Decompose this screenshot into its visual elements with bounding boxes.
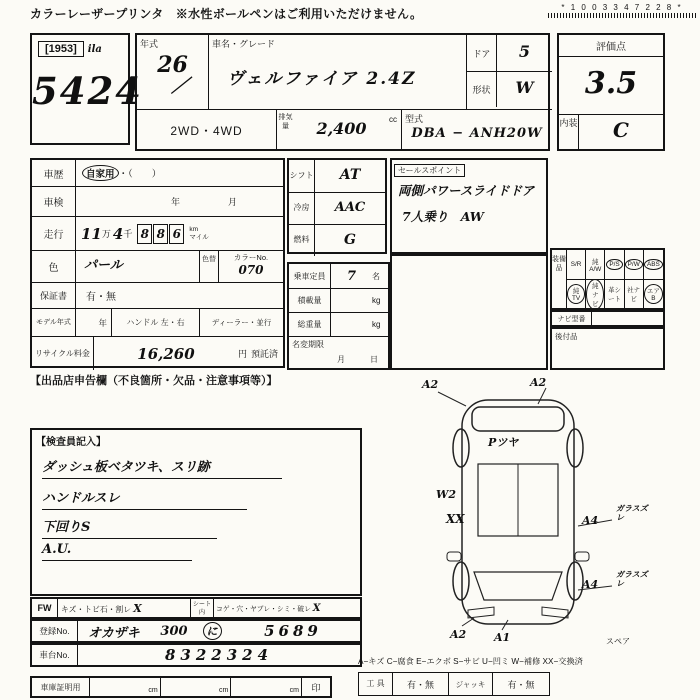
mileage-man-unit: 万 xyxy=(101,229,111,239)
warranty-label: 保証書 xyxy=(32,283,76,308)
spare-label: スペア xyxy=(606,637,630,646)
model-cell xyxy=(402,110,552,151)
jack-label: ジャッキ xyxy=(449,673,493,695)
model-year-label: モデル年式 xyxy=(32,309,76,336)
damage-mark: A4 xyxy=(582,514,599,527)
addon-box xyxy=(550,327,665,370)
lot-box xyxy=(30,33,143,145)
capacity-row xyxy=(289,264,388,288)
door-label: ドア xyxy=(467,35,497,71)
garage-cm-cell xyxy=(161,678,232,696)
printer-notice: カラーレーザープリンタ ※水性ボールペンはご利用いただけません。 xyxy=(30,7,423,21)
displacement-cell xyxy=(277,110,402,151)
model-label: 型式 xyxy=(405,114,424,124)
mileage-row xyxy=(32,216,283,250)
equipment-item-circled: 純ナビ xyxy=(586,279,604,308)
recycle-label: リサイクル料金 xyxy=(32,337,94,370)
ac-label: 冷房 xyxy=(289,193,315,224)
shaken-label: 車検 xyxy=(32,187,76,216)
equipment-item: S/R xyxy=(570,261,582,268)
auction-code-suffix: ila xyxy=(87,43,102,55)
history-rest: ・（ ） xyxy=(118,169,162,180)
damage-mark: XX xyxy=(446,512,465,526)
load-unit: kg xyxy=(372,296,381,305)
sales-point-line1: 両側パワースライドドア xyxy=(398,183,535,198)
damage-diagram xyxy=(362,376,664,652)
blank-box xyxy=(390,254,548,370)
car-wheel xyxy=(567,429,583,467)
damage-mark: A1 xyxy=(494,631,511,644)
equipment-label: 装備品 xyxy=(552,250,567,308)
inspector-note: 下回りS xyxy=(42,516,217,539)
navi-model-row xyxy=(550,310,665,327)
mileage-digit: 6 xyxy=(169,224,184,244)
drive-value: 2WD・4WD xyxy=(137,110,277,151)
capacity-label: 乗車定員 xyxy=(289,264,331,288)
fw-value: キズ・トビ石・割レ xyxy=(61,604,132,614)
load-row xyxy=(289,288,388,312)
fw-mark: X xyxy=(133,601,142,615)
registration-number: 5689 xyxy=(264,622,322,640)
leader-line xyxy=(502,620,508,630)
inspector-title: 【検査員記入】 xyxy=(36,437,106,448)
recycle-row xyxy=(32,336,283,370)
rename-month-unit: 月 xyxy=(337,355,345,364)
car-headlight-left xyxy=(468,607,494,618)
displacement-label: 排気量 xyxy=(278,114,293,131)
damage-mark: W2 xyxy=(436,488,457,501)
navi-model-label: ナビ型番 xyxy=(552,312,592,325)
equipment-item-circled: ABS xyxy=(644,259,663,270)
handle-value: ハンドル 左・右 xyxy=(112,309,200,336)
shaken-year-unit: 年 xyxy=(171,197,181,207)
fw-label: FW xyxy=(32,599,58,617)
sales-point-label: セールスポイント xyxy=(394,164,465,177)
model-year-unit: 年 xyxy=(76,309,112,336)
inspector-note: A.U. xyxy=(42,542,192,561)
dealer-value: ディーラー・並行 xyxy=(211,318,272,327)
garage-cm-cell xyxy=(90,678,161,696)
recycle-status: 預託済 xyxy=(250,349,278,359)
tools-row xyxy=(358,672,550,696)
inspector-box xyxy=(30,428,362,596)
damage-mark: A2 xyxy=(422,378,439,391)
history-label: 車歴 xyxy=(32,160,76,186)
shaken-month-unit: 月 xyxy=(228,197,238,207)
equipment-box xyxy=(550,248,665,310)
chassis-label: 車台No. xyxy=(32,645,78,665)
garage-cm-unit: cm xyxy=(289,687,300,694)
registration-row xyxy=(30,619,362,643)
rename-day-unit: 日 xyxy=(370,355,378,364)
equipment-item-circled: 純TV xyxy=(567,284,585,304)
equipment-item-circled: エアB xyxy=(644,284,663,304)
capacity-table xyxy=(287,262,390,370)
color-row xyxy=(32,250,283,282)
recycle-yen: 円 xyxy=(237,349,247,359)
registration-class: 300 xyxy=(160,623,188,639)
shift-label: シフト xyxy=(289,160,315,192)
name-value: ヴェルファイア 2.4Z xyxy=(227,69,417,89)
door-value: 5 xyxy=(518,42,531,61)
score-label: 評価点 xyxy=(559,35,663,57)
garage-cm-unit: cm xyxy=(219,687,229,694)
car-wheel xyxy=(567,562,583,600)
shift-row xyxy=(289,160,385,192)
car-mirror-left xyxy=(447,552,461,561)
seat-mark: X xyxy=(312,602,321,614)
fuel-value: G xyxy=(344,232,356,248)
rename-row xyxy=(289,336,388,368)
jack-value: 有・無 xyxy=(507,679,535,690)
seat-label: シート内 xyxy=(190,599,214,617)
weight-row xyxy=(289,312,388,336)
shape-label: 形状 xyxy=(467,72,497,107)
vehicle-info-table xyxy=(135,33,550,151)
equipment-item: 純A/W xyxy=(589,258,602,273)
damage-legend: A−キズ C−腐食 E−エクボ S−サビ U−凹ミ W−補修 XX−交換済 xyxy=(358,657,583,666)
mileage-units xyxy=(189,226,208,241)
damage-mark: A4 xyxy=(582,578,599,591)
score-box xyxy=(557,33,665,151)
registration-kana: に xyxy=(203,622,222,640)
garage-cm-cell xyxy=(231,678,302,696)
barcode-text: * 1 0 0 3 3 4 7 2 2 8 * xyxy=(561,3,683,12)
door-shape-cell xyxy=(467,35,552,109)
car-rear-window xyxy=(472,407,564,431)
color-change-label: 色替 xyxy=(199,251,219,282)
mileage-label: 走行 xyxy=(32,217,76,250)
barcode-bars xyxy=(548,13,696,18)
load-label: 積載量 xyxy=(289,289,331,312)
tools-label: 工 具 xyxy=(359,673,393,695)
inspector-note: ハンドルスレ xyxy=(42,487,247,510)
damage-mark: ガラスズレ xyxy=(616,503,648,523)
leader-line xyxy=(438,392,466,406)
chassis-value: 8322324 xyxy=(164,646,274,664)
garage-cm-unit: cm xyxy=(148,687,158,694)
car-wheel xyxy=(453,429,469,467)
displacement-value: 2,400 xyxy=(316,119,367,138)
equipment-item-circled: P/S xyxy=(606,259,622,270)
rename-label: 名変期限 xyxy=(292,340,324,349)
score-value: 3.5 xyxy=(559,57,663,115)
warranty-value: 有・無 xyxy=(86,292,116,303)
drive-disp-model-row xyxy=(137,109,552,151)
interior-label: 内装 xyxy=(559,115,579,149)
color-label: 色 xyxy=(32,251,76,282)
recycle-value: 16,260 xyxy=(137,344,195,363)
fw-seat-row xyxy=(30,597,362,619)
mileage-sen-unit: 千 xyxy=(123,229,133,239)
car-headlight-right xyxy=(542,607,568,618)
equipment-item: 社ナビ xyxy=(627,287,641,303)
damage-mark: ガラスズレ xyxy=(616,569,648,589)
displacement-unit: cc xyxy=(389,115,397,124)
fuel-row xyxy=(289,224,385,256)
equipment-item: 革シート xyxy=(608,287,621,303)
name-label: 車名・グレード xyxy=(212,39,276,49)
year-label: 年式 xyxy=(140,39,159,49)
shift-ac-fuel-table xyxy=(287,158,387,254)
model-value: DBA − ANH20W xyxy=(411,126,543,141)
color-no-label: カラーNo. xyxy=(233,253,269,262)
fuel-label: 燃料 xyxy=(289,225,315,256)
color-no-value: 070 xyxy=(238,263,264,277)
registration-area: オカザキ xyxy=(88,625,140,641)
header-bar xyxy=(0,0,700,26)
seat-value: コゲ・穴・ヤブレ・シミ・破レ xyxy=(216,605,311,613)
color-no-cell xyxy=(219,251,283,282)
equipment-item-circled: P/W xyxy=(625,259,643,270)
mileage-sen: 4 xyxy=(112,224,124,243)
damage-mark: A2 xyxy=(530,376,547,389)
leader-line xyxy=(538,388,546,404)
garage-label: 車庫証明用 xyxy=(32,678,90,696)
interior-value: C xyxy=(613,118,629,142)
sales-point-line2: 7人乗り AW xyxy=(402,209,484,224)
capacity-value: 7 xyxy=(346,268,357,284)
left-details-table xyxy=(30,158,285,368)
weight-label: 総重量 xyxy=(289,313,331,336)
garage-row xyxy=(30,676,332,698)
mileage-man: 11 xyxy=(81,224,102,243)
addon-label: 後付品 xyxy=(555,332,578,341)
tools-value: 有・無 xyxy=(393,673,449,695)
history-row xyxy=(32,160,283,186)
mileage-unit-mile: マイル xyxy=(189,233,209,241)
mileage-digit: 8 xyxy=(153,224,168,244)
car-wheel xyxy=(453,562,469,600)
warranty-row xyxy=(32,282,283,308)
year-slash: ／ xyxy=(171,76,189,97)
year-value: 26 xyxy=(157,52,188,78)
shift-value: AT xyxy=(339,167,361,183)
lot-number: 5424 xyxy=(32,69,143,113)
garage-seal-cell: 印 xyxy=(311,682,321,693)
chassis-row xyxy=(30,643,362,667)
damage-mark: A2 xyxy=(450,628,467,641)
inspector-note: ダッシュ板ベタツキ、スリ跡 xyxy=(42,456,282,479)
year-cell xyxy=(137,35,209,109)
mileage-unit-km: km xyxy=(189,226,199,234)
damage-mark: Pツヤ xyxy=(488,436,519,449)
sales-point-box xyxy=(390,158,548,254)
registration-label: 登録No. xyxy=(32,621,78,641)
seller-declaration-label: 【出品店申告欄（不良箇所・欠品・注意事項等）】 xyxy=(30,375,278,387)
name-cell xyxy=(209,35,467,109)
model-year-row xyxy=(32,308,283,336)
car-windshield xyxy=(474,572,562,600)
weight-unit: kg xyxy=(372,320,381,329)
car-mirror-right xyxy=(575,552,589,561)
shaken-row xyxy=(32,186,283,216)
capacity-unit: 名 xyxy=(372,271,380,281)
barcode xyxy=(548,3,696,18)
shape-value: W xyxy=(515,78,534,97)
mileage-digit: 8 xyxy=(137,224,152,244)
history-circled-value: 自家用 xyxy=(82,165,119,181)
leader-line xyxy=(462,618,474,626)
ac-row xyxy=(289,192,385,224)
color-value: パール xyxy=(84,258,123,273)
ac-value: AAC xyxy=(334,200,366,215)
auction-code: [1953] xyxy=(38,41,84,57)
